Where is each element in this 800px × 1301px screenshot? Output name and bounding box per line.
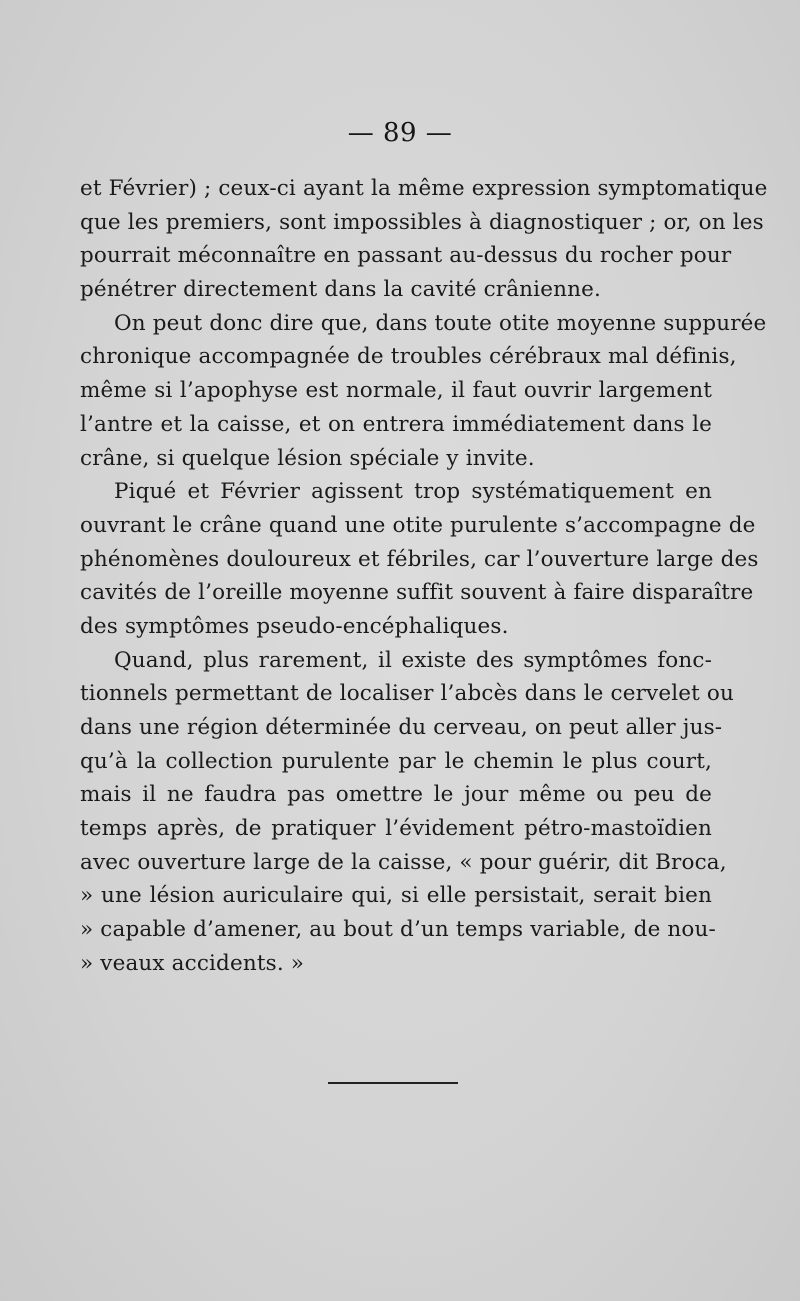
text-line: l’antre et la caisse, et on entrera immédiatement dans le (80, 411, 712, 437)
text-line: ouvrant le crâne quand une otite purulente s’accompagne de (80, 512, 756, 538)
text-line: des symptômes pseudo-encéphaliques. (80, 613, 509, 639)
text-line: chronique accompagnée de troubles cérébraux mal définis, (80, 344, 737, 370)
text-line: tionnels permettant de localiser l’abcès dans le cervelet ou (80, 681, 734, 707)
paragraph-start-line: Piqué et Février agissent trop systématiquement en (114, 479, 712, 505)
paragraph-start-line: On peut donc dire que, dans toute otite moyenne suppurée (114, 310, 767, 336)
text-line: avec ouverture large de la caisse, « pour guérir, dit Broca, (80, 849, 727, 875)
text-line: temps après, de pratiquer l’évidement pétro-mastoïdien (80, 816, 712, 842)
text-line: » veaux accidents. » (80, 950, 305, 976)
text-line: et Février) ; ceux-ci ayant la même expression symptomatique (80, 176, 768, 201)
page-number: — 89 — (347, 118, 453, 148)
paragraph-start-line: Quand, plus rarement, il existe des symptômes fonc- (114, 647, 712, 673)
text-line: phénomènes douloureux et fébriles, car l’ouverture large des (80, 546, 759, 572)
text-line: dans une région déterminée du cerveau, on peut aller jus- (80, 715, 723, 740)
text-line: cavités de l’oreille moyenne suffit souvent à faire disparaître (80, 580, 754, 606)
section-divider (328, 1082, 458, 1084)
body-text (80, 172, 768, 981)
text-line: » une lésion auriculaire qui, si elle persistait, serait bien (80, 883, 712, 909)
text-line: » capable d’amener, au bout d’un temps variable, de nou- (80, 917, 716, 943)
text-line: qu’à la collection purulente par le chemin le plus court, (80, 748, 712, 774)
text-line: crâne, si quelque lésion spéciale y invite. (80, 445, 535, 471)
text-line: pénétrer directement dans la cavité crânienne. (80, 277, 601, 303)
text-line: pourrait méconnaître en passant au-dessus du rocher pour (80, 243, 732, 269)
text-line: mais il ne faudra pas omettre le jour même ou peu de (80, 782, 712, 808)
text-line: que les premiers, sont impossibles à diagnostiquer ; or, on les (80, 209, 764, 235)
text-line: même si l’apophyse est normale, il faut ouvrir largement (80, 378, 712, 404)
